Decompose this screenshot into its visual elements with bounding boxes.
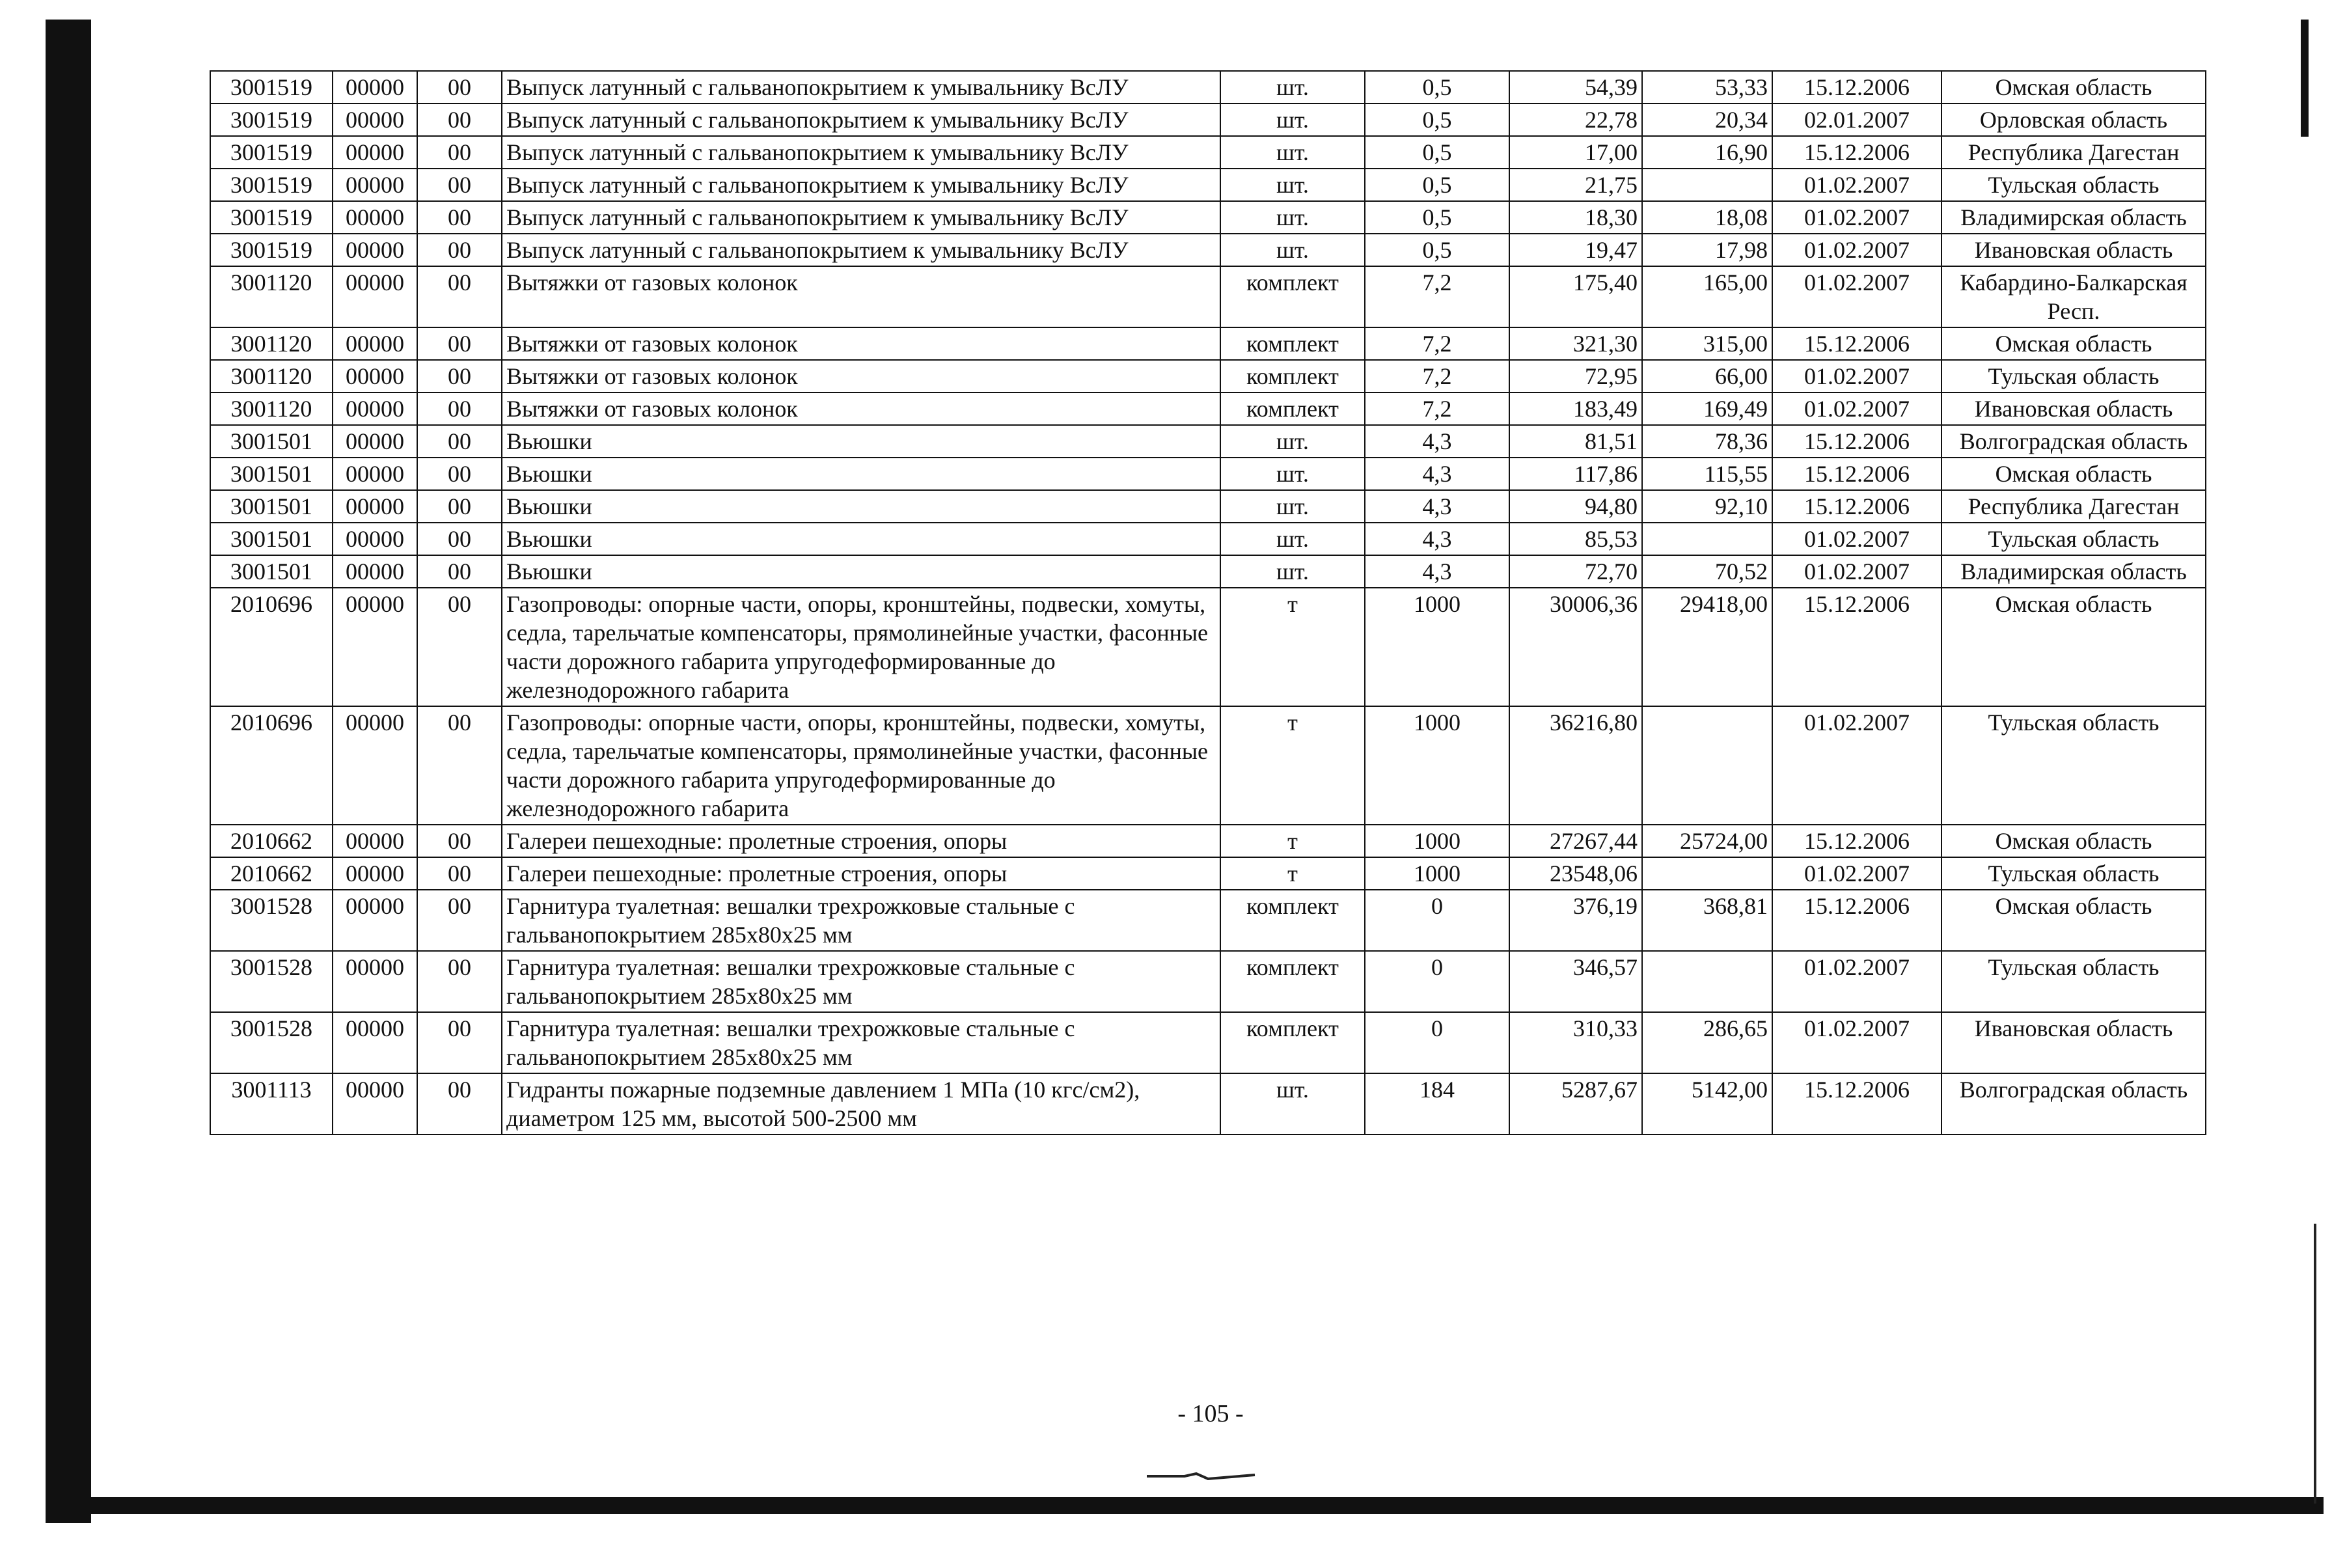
cell-name: Галереи пешеходные: пролетные строения, опоры <box>502 857 1220 890</box>
cell-qty: 0,5 <box>1365 103 1509 136</box>
pen-mark <box>1145 1472 1256 1481</box>
cell-qty: 4,3 <box>1365 425 1509 458</box>
cell-price1: 22,78 <box>1509 103 1642 136</box>
cell-qty: 7,2 <box>1365 266 1509 327</box>
cell-subcode2: 00 <box>417 425 502 458</box>
cell-qty: 4,3 <box>1365 523 1509 555</box>
cell-subcode: 00000 <box>333 458 417 490</box>
cell-unit: комплект <box>1220 890 1365 951</box>
cell-subcode: 00000 <box>333 706 417 825</box>
cell-qty: 4,3 <box>1365 490 1509 523</box>
table-row <box>210 201 2206 234</box>
cell-name: Вытяжки от газовых колонок <box>502 360 1220 392</box>
cell-subcode: 00000 <box>333 951 417 1012</box>
cell-price2 <box>1642 706 1772 825</box>
cell-date: 02.01.2007 <box>1772 103 1941 136</box>
cell-price2 <box>1642 951 1772 1012</box>
table-row <box>210 1073 2206 1135</box>
cell-date: 15.12.2006 <box>1772 588 1941 706</box>
cell-subcode2: 00 <box>417 327 502 360</box>
cell-date: 01.02.2007 <box>1772 523 1941 555</box>
cell-code: 3001113 <box>210 1073 333 1135</box>
cell-region: Тульская область <box>1941 706 2206 825</box>
cell-name: Выпуск латунный с гальванопокрытием к умывальнику ВсЛУ <box>502 169 1220 201</box>
cell-price2: 29418,00 <box>1642 588 1772 706</box>
cell-region: Республика Дагестан <box>1941 136 2206 169</box>
cell-region: Волгоградская область <box>1941 1073 2206 1135</box>
table-row <box>210 392 2206 425</box>
cell-price1: 21,75 <box>1509 169 1642 201</box>
cell-name: Выпуск латунный с гальванопокрытием к умывальнику ВсЛУ <box>502 201 1220 234</box>
cell-qty: 4,3 <box>1365 458 1509 490</box>
cell-region: Тульская область <box>1941 523 2206 555</box>
cell-date: 15.12.2006 <box>1772 136 1941 169</box>
cell-price2: 16,90 <box>1642 136 1772 169</box>
cell-name: Гарнитура туалетная: вешалки трехрожковые стальные с гальванопокрытием 285х80х25 мм <box>502 1012 1220 1073</box>
cell-name: Выпуск латунный с гальванопокрытием к умывальнику ВсЛУ <box>502 136 1220 169</box>
cell-subcode2: 00 <box>417 825 502 857</box>
cell-price2: 165,00 <box>1642 266 1772 327</box>
cell-subcode: 00000 <box>333 327 417 360</box>
cell-price1: 5287,67 <box>1509 1073 1642 1135</box>
table-body <box>210 71 2206 1135</box>
cell-price1: 72,95 <box>1509 360 1642 392</box>
cell-code: 3001519 <box>210 169 333 201</box>
cell-name: Газопроводы: опорные части, опоры, кронштейны, подвески, хомуты, седла, тарельчатые компенсаторы, прямолинейные участки, фасонные части дорожного габарита упругодеформированные до железнодорожного габарита <box>502 588 1220 706</box>
cell-price1: 346,57 <box>1509 951 1642 1012</box>
cell-qty: 7,2 <box>1365 392 1509 425</box>
scan-edge-bottom <box>46 1497 2324 1514</box>
cell-qty: 7,2 <box>1365 327 1509 360</box>
price-table <box>210 70 2206 1135</box>
cell-date: 15.12.2006 <box>1772 1073 1941 1135</box>
cell-region: Тульская область <box>1941 857 2206 890</box>
table-row <box>210 490 2206 523</box>
cell-code: 3001519 <box>210 71 333 103</box>
cell-qty: 4,3 <box>1365 555 1509 588</box>
cell-price1: 321,30 <box>1509 327 1642 360</box>
cell-price1: 376,19 <box>1509 890 1642 951</box>
table-row <box>210 71 2206 103</box>
cell-subcode2: 00 <box>417 266 502 327</box>
cell-subcode: 00000 <box>333 490 417 523</box>
cell-unit: т <box>1220 825 1365 857</box>
cell-price1: 30006,36 <box>1509 588 1642 706</box>
table-row <box>210 136 2206 169</box>
cell-subcode: 00000 <box>333 825 417 857</box>
cell-subcode: 00000 <box>333 201 417 234</box>
cell-date: 01.02.2007 <box>1772 266 1941 327</box>
cell-price2: 286,65 <box>1642 1012 1772 1073</box>
cell-subcode2: 00 <box>417 706 502 825</box>
cell-code: 3001501 <box>210 458 333 490</box>
cell-price2 <box>1642 523 1772 555</box>
cell-unit: шт. <box>1220 425 1365 458</box>
cell-date: 01.02.2007 <box>1772 1012 1941 1073</box>
cell-subcode: 00000 <box>333 360 417 392</box>
cell-unit: шт. <box>1220 169 1365 201</box>
cell-subcode: 00000 <box>333 1012 417 1073</box>
cell-qty: 0,5 <box>1365 136 1509 169</box>
cell-unit: шт. <box>1220 1073 1365 1135</box>
cell-subcode: 00000 <box>333 234 417 266</box>
cell-name: Вытяжки от газовых колонок <box>502 392 1220 425</box>
cell-region: Омская область <box>1941 71 2206 103</box>
cell-name: Вьюшки <box>502 458 1220 490</box>
table-row <box>210 951 2206 1012</box>
cell-date: 15.12.2006 <box>1772 425 1941 458</box>
cell-name: Вытяжки от газовых колонок <box>502 266 1220 327</box>
table-row <box>210 825 2206 857</box>
cell-price1: 36216,80 <box>1509 706 1642 825</box>
cell-region: Омская область <box>1941 327 2206 360</box>
cell-qty: 0 <box>1365 1012 1509 1073</box>
cell-subcode2: 00 <box>417 555 502 588</box>
cell-code: 2010696 <box>210 706 333 825</box>
scan-edge-left <box>46 20 91 1523</box>
cell-subcode: 00000 <box>333 169 417 201</box>
table-row <box>210 890 2206 951</box>
cell-subcode2: 00 <box>417 890 502 951</box>
cell-region: Омская область <box>1941 458 2206 490</box>
cell-subcode: 00000 <box>333 523 417 555</box>
cell-subcode2: 00 <box>417 201 502 234</box>
cell-code: 3001120 <box>210 392 333 425</box>
cell-name: Вьюшки <box>502 523 1220 555</box>
cell-price1: 19,47 <box>1509 234 1642 266</box>
cell-subcode: 00000 <box>333 588 417 706</box>
cell-subcode2: 00 <box>417 857 502 890</box>
table-row <box>210 857 2206 890</box>
cell-date: 01.02.2007 <box>1772 201 1941 234</box>
cell-unit: шт. <box>1220 136 1365 169</box>
cell-region: Омская область <box>1941 890 2206 951</box>
cell-date: 15.12.2006 <box>1772 825 1941 857</box>
cell-code: 3001501 <box>210 425 333 458</box>
cell-price2: 53,33 <box>1642 71 1772 103</box>
cell-subcode2: 00 <box>417 588 502 706</box>
cell-name: Вьюшки <box>502 490 1220 523</box>
cell-unit: т <box>1220 588 1365 706</box>
cell-subcode: 00000 <box>333 71 417 103</box>
cell-date: 15.12.2006 <box>1772 327 1941 360</box>
table-row <box>210 327 2206 360</box>
table-row <box>210 1012 2206 1073</box>
cell-name: Вытяжки от газовых колонок <box>502 327 1220 360</box>
cell-unit: шт. <box>1220 234 1365 266</box>
table-row <box>210 103 2206 136</box>
cell-subcode2: 00 <box>417 234 502 266</box>
cell-unit: комплект <box>1220 392 1365 425</box>
table-row <box>210 234 2206 266</box>
cell-price1: 54,39 <box>1509 71 1642 103</box>
cell-price2: 115,55 <box>1642 458 1772 490</box>
cell-unit: шт. <box>1220 71 1365 103</box>
table-row <box>210 266 2206 327</box>
cell-price1: 117,86 <box>1509 458 1642 490</box>
cell-region: Тульская область <box>1941 951 2206 1012</box>
cell-qty: 1000 <box>1365 825 1509 857</box>
cell-price2: 5142,00 <box>1642 1073 1772 1135</box>
cell-price1: 183,49 <box>1509 392 1642 425</box>
cell-unit: шт. <box>1220 201 1365 234</box>
cell-subcode2: 00 <box>417 169 502 201</box>
cell-price2: 78,36 <box>1642 425 1772 458</box>
cell-price1: 27267,44 <box>1509 825 1642 857</box>
cell-qty: 0,5 <box>1365 169 1509 201</box>
cell-unit: т <box>1220 857 1365 890</box>
table-row <box>210 169 2206 201</box>
cell-region: Кабардино-Балкарская Респ. <box>1941 266 2206 327</box>
cell-name: Газопроводы: опорные части, опоры, кронштейны, подвески, хомуты, седла, тарельчатые компенсаторы, прямолинейные участки, фасонные части дорожного габарита упругодеформированные до железнодорожного габарита <box>502 706 1220 825</box>
cell-code: 3001501 <box>210 555 333 588</box>
cell-date: 01.02.2007 <box>1772 392 1941 425</box>
cell-code: 3001528 <box>210 890 333 951</box>
cell-qty: 0,5 <box>1365 71 1509 103</box>
cell-qty: 1000 <box>1365 857 1509 890</box>
cell-subcode: 00000 <box>333 1073 417 1135</box>
cell-subcode: 00000 <box>333 890 417 951</box>
cell-date: 15.12.2006 <box>1772 458 1941 490</box>
cell-unit: шт. <box>1220 490 1365 523</box>
cell-region: Омская область <box>1941 825 2206 857</box>
cell-unit: комплект <box>1220 266 1365 327</box>
cell-name: Гарнитура туалетная: вешалки трехрожковые стальные с гальванопокрытием 285х80х25 мм <box>502 951 1220 1012</box>
cell-region: Омская область <box>1941 588 2206 706</box>
cell-price2: 18,08 <box>1642 201 1772 234</box>
cell-subcode: 00000 <box>333 555 417 588</box>
cell-name: Гарнитура туалетная: вешалки трехрожковые стальные с гальванопокрытием 285х80х25 мм <box>502 890 1220 951</box>
cell-unit: шт. <box>1220 555 1365 588</box>
cell-subcode2: 00 <box>417 136 502 169</box>
cell-code: 3001120 <box>210 266 333 327</box>
cell-subcode2: 00 <box>417 951 502 1012</box>
cell-price1: 17,00 <box>1509 136 1642 169</box>
cell-name: Гидранты пожарные подземные давлением 1 МПа (10 кгс/см2), диаметром 125 мм, высотой 500-2500 мм <box>502 1073 1220 1135</box>
table-row <box>210 555 2206 588</box>
cell-price2: 315,00 <box>1642 327 1772 360</box>
cell-qty: 1000 <box>1365 706 1509 825</box>
cell-price1: 72,70 <box>1509 555 1642 588</box>
scan-mark-right <box>2301 20 2309 137</box>
cell-date: 01.02.2007 <box>1772 951 1941 1012</box>
cell-region: Волгоградская область <box>1941 425 2206 458</box>
cell-region: Тульская область <box>1941 360 2206 392</box>
cell-region: Тульская область <box>1941 169 2206 201</box>
cell-date: 01.02.2007 <box>1772 360 1941 392</box>
cell-subcode2: 00 <box>417 392 502 425</box>
cell-price1: 18,30 <box>1509 201 1642 234</box>
table-row <box>210 458 2206 490</box>
cell-subcode2: 00 <box>417 360 502 392</box>
cell-unit: комплект <box>1220 951 1365 1012</box>
cell-name: Вьюшки <box>502 425 1220 458</box>
cell-subcode: 00000 <box>333 392 417 425</box>
cell-date: 15.12.2006 <box>1772 890 1941 951</box>
cell-code: 3001519 <box>210 103 333 136</box>
cell-price1: 94,80 <box>1509 490 1642 523</box>
cell-subcode2: 00 <box>417 71 502 103</box>
cell-code: 3001519 <box>210 234 333 266</box>
cell-price2: 368,81 <box>1642 890 1772 951</box>
cell-qty: 0,5 <box>1365 234 1509 266</box>
cell-unit: шт. <box>1220 523 1365 555</box>
cell-subcode: 00000 <box>333 857 417 890</box>
cell-unit: т <box>1220 706 1365 825</box>
cell-code: 3001528 <box>210 951 333 1012</box>
cell-code: 3001501 <box>210 523 333 555</box>
cell-code: 3001120 <box>210 327 333 360</box>
cell-subcode2: 00 <box>417 490 502 523</box>
cell-qty: 0 <box>1365 951 1509 1012</box>
cell-subcode: 00000 <box>333 136 417 169</box>
cell-qty: 7,2 <box>1365 360 1509 392</box>
cell-price1: 175,40 <box>1509 266 1642 327</box>
cell-region: Орловская область <box>1941 103 2206 136</box>
cell-subcode2: 00 <box>417 523 502 555</box>
cell-region: Владимирская область <box>1941 201 2206 234</box>
cell-date: 01.02.2007 <box>1772 555 1941 588</box>
cell-code: 3001519 <box>210 136 333 169</box>
cell-name: Вьюшки <box>502 555 1220 588</box>
cell-name: Выпуск латунный с гальванопокрытием к умывальнику ВсЛУ <box>502 234 1220 266</box>
cell-qty: 0,5 <box>1365 201 1509 234</box>
cell-name: Выпуск латунный с гальванопокрытием к умывальнику ВсЛУ <box>502 103 1220 136</box>
cell-price2: 92,10 <box>1642 490 1772 523</box>
cell-price2 <box>1642 169 1772 201</box>
cell-name: Галереи пешеходные: пролетные строения, опоры <box>502 825 1220 857</box>
cell-code: 2010696 <box>210 588 333 706</box>
cell-code: 3001528 <box>210 1012 333 1073</box>
cell-subcode2: 00 <box>417 1012 502 1073</box>
cell-region: Ивановская область <box>1941 234 2206 266</box>
cell-unit: шт. <box>1220 103 1365 136</box>
table-row <box>210 523 2206 555</box>
cell-region: Республика Дагестан <box>1941 490 2206 523</box>
cell-code: 2010662 <box>210 857 333 890</box>
cell-date: 01.02.2007 <box>1772 234 1941 266</box>
cell-qty: 0 <box>1365 890 1509 951</box>
cell-subcode2: 00 <box>417 103 502 136</box>
cell-subcode: 00000 <box>333 425 417 458</box>
cell-code: 2010662 <box>210 825 333 857</box>
table-row <box>210 360 2206 392</box>
cell-unit: шт. <box>1220 458 1365 490</box>
table-row <box>210 588 2206 706</box>
cell-unit: комплект <box>1220 327 1365 360</box>
cell-price2: 25724,00 <box>1642 825 1772 857</box>
cell-subcode: 00000 <box>333 103 417 136</box>
cell-date: 15.12.2006 <box>1772 71 1941 103</box>
cell-subcode2: 00 <box>417 1073 502 1135</box>
cell-code: 3001120 <box>210 360 333 392</box>
cell-date: 15.12.2006 <box>1772 490 1941 523</box>
cell-price1: 81,51 <box>1509 425 1642 458</box>
cell-qty: 1000 <box>1365 588 1509 706</box>
cell-region: Ивановская область <box>1941 1012 2206 1073</box>
cell-price2 <box>1642 857 1772 890</box>
cell-unit: комплект <box>1220 1012 1365 1073</box>
table-row <box>210 706 2206 825</box>
cell-price2: 70,52 <box>1642 555 1772 588</box>
cell-qty: 184 <box>1365 1073 1509 1135</box>
table-row <box>210 425 2206 458</box>
cell-region: Владимирская область <box>1941 555 2206 588</box>
cell-price2: 20,34 <box>1642 103 1772 136</box>
cell-code: 3001501 <box>210 490 333 523</box>
page-number: - 105 - <box>1177 1400 1244 1427</box>
cell-code: 3001519 <box>210 201 333 234</box>
cell-date: 01.02.2007 <box>1772 857 1941 890</box>
cell-date: 01.02.2007 <box>1772 706 1941 825</box>
cell-date: 01.02.2007 <box>1772 169 1941 201</box>
cell-price2: 17,98 <box>1642 234 1772 266</box>
cell-price2: 66,00 <box>1642 360 1772 392</box>
cell-price1: 85,53 <box>1509 523 1642 555</box>
cell-unit: комплект <box>1220 360 1365 392</box>
cell-price1: 23548,06 <box>1509 857 1642 890</box>
cell-price1: 310,33 <box>1509 1012 1642 1073</box>
cell-subcode2: 00 <box>417 458 502 490</box>
scan-line-right <box>2314 1224 2316 1504</box>
cell-subcode: 00000 <box>333 266 417 327</box>
cell-region: Ивановская область <box>1941 392 2206 425</box>
cell-name: Выпуск латунный с гальванопокрытием к умывальнику ВсЛУ <box>502 71 1220 103</box>
cell-price2: 169,49 <box>1642 392 1772 425</box>
